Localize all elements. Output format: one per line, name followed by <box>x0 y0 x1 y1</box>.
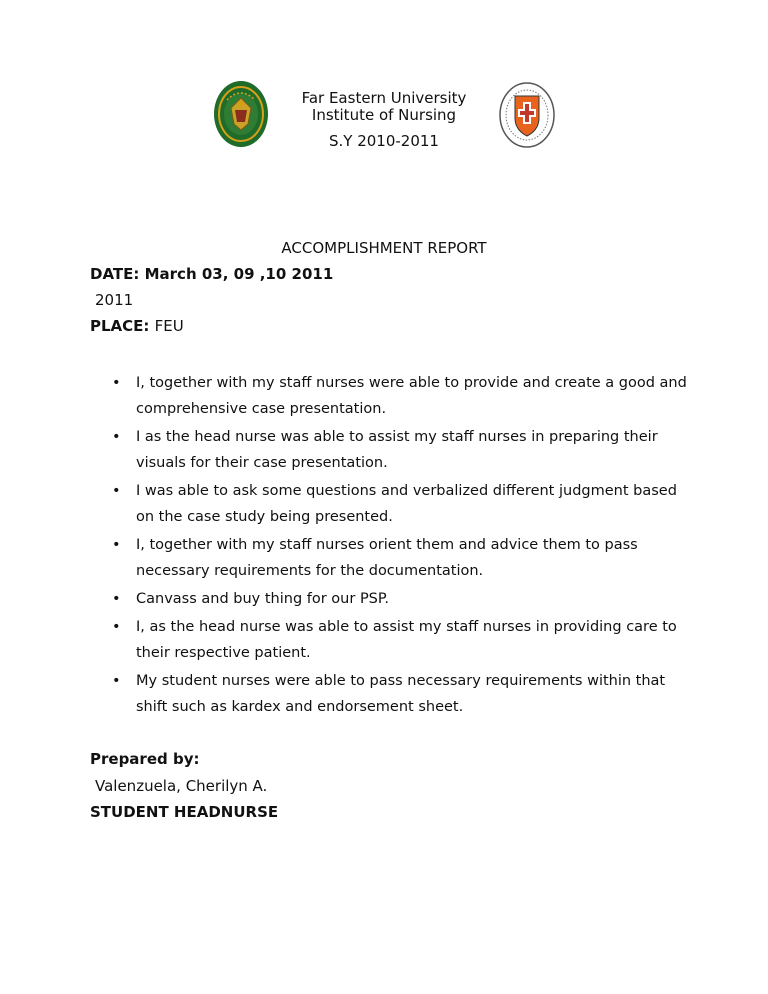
feu-nursing-seal-icon <box>499 82 555 148</box>
accomplishment-list <box>90 370 690 722</box>
prepared-by-label: Prepared by: <box>90 750 200 768</box>
date-value: March 03, 09 ,10 2011 <box>144 265 334 283</box>
feu-seal-icon <box>213 80 269 148</box>
bullet-icon: • <box>112 375 121 391</box>
preparer-name: Valenzuela, Cherilyn A. <box>95 777 268 795</box>
report-title: ACCOMPLISHMENT REPORT <box>281 239 487 257</box>
list-item-text: I as the head nurse was able to assist my staff nurses in preparing their visuals for their case presentation. <box>136 429 658 471</box>
list-item <box>90 668 690 720</box>
list-item <box>90 532 690 584</box>
report-date <box>90 265 333 283</box>
list-item-text: I, together with my staff nurses were able to provide and create a good and comprehensive case presentation. <box>136 375 687 417</box>
bullet-icon: • <box>112 619 121 635</box>
date-label: DATE: <box>90 265 140 283</box>
bullet-icon: • <box>112 537 121 553</box>
preparer-role: STUDENT HEADNURSE <box>90 803 279 821</box>
list-item-text: Canvass and buy thing for our PSP. <box>136 591 389 607</box>
place-value: FEU <box>154 317 184 335</box>
list-item-text: I, together with my staff nurses orient them and advice them to pass necessary requirements for the documentation. <box>136 537 638 579</box>
report-place <box>90 317 184 335</box>
bullet-icon: • <box>112 673 121 689</box>
bullet-icon: • <box>112 429 121 445</box>
list-item <box>90 370 690 422</box>
school-year: S.Y 2010-2011 <box>329 132 439 150</box>
place-label: PLACE: <box>90 317 150 335</box>
report-year-line: 2011 <box>95 291 134 309</box>
list-item <box>90 478 690 530</box>
list-item-text: My student nurses were able to pass necessary requirements within that shift such as kardex and endorsement sheet. <box>136 673 666 715</box>
institute-name: Institute of Nursing <box>311 106 457 124</box>
list-item <box>90 614 690 666</box>
feu-nursing-seal-logo <box>499 82 555 148</box>
feu-seal-logo <box>213 80 269 148</box>
bullet-icon: • <box>112 591 121 607</box>
university-name: Far Eastern University <box>301 89 467 107</box>
list-item-text: I was able to ask some questions and verbalized different judgment based on the case study being presented. <box>136 483 677 525</box>
bullet-icon: • <box>112 483 121 499</box>
list-item <box>90 424 690 476</box>
list-item <box>90 586 690 612</box>
document-header <box>270 90 498 150</box>
list-item-text: I, as the head nurse was able to assist my staff nurses in providing care to their respective patient. <box>136 619 677 661</box>
